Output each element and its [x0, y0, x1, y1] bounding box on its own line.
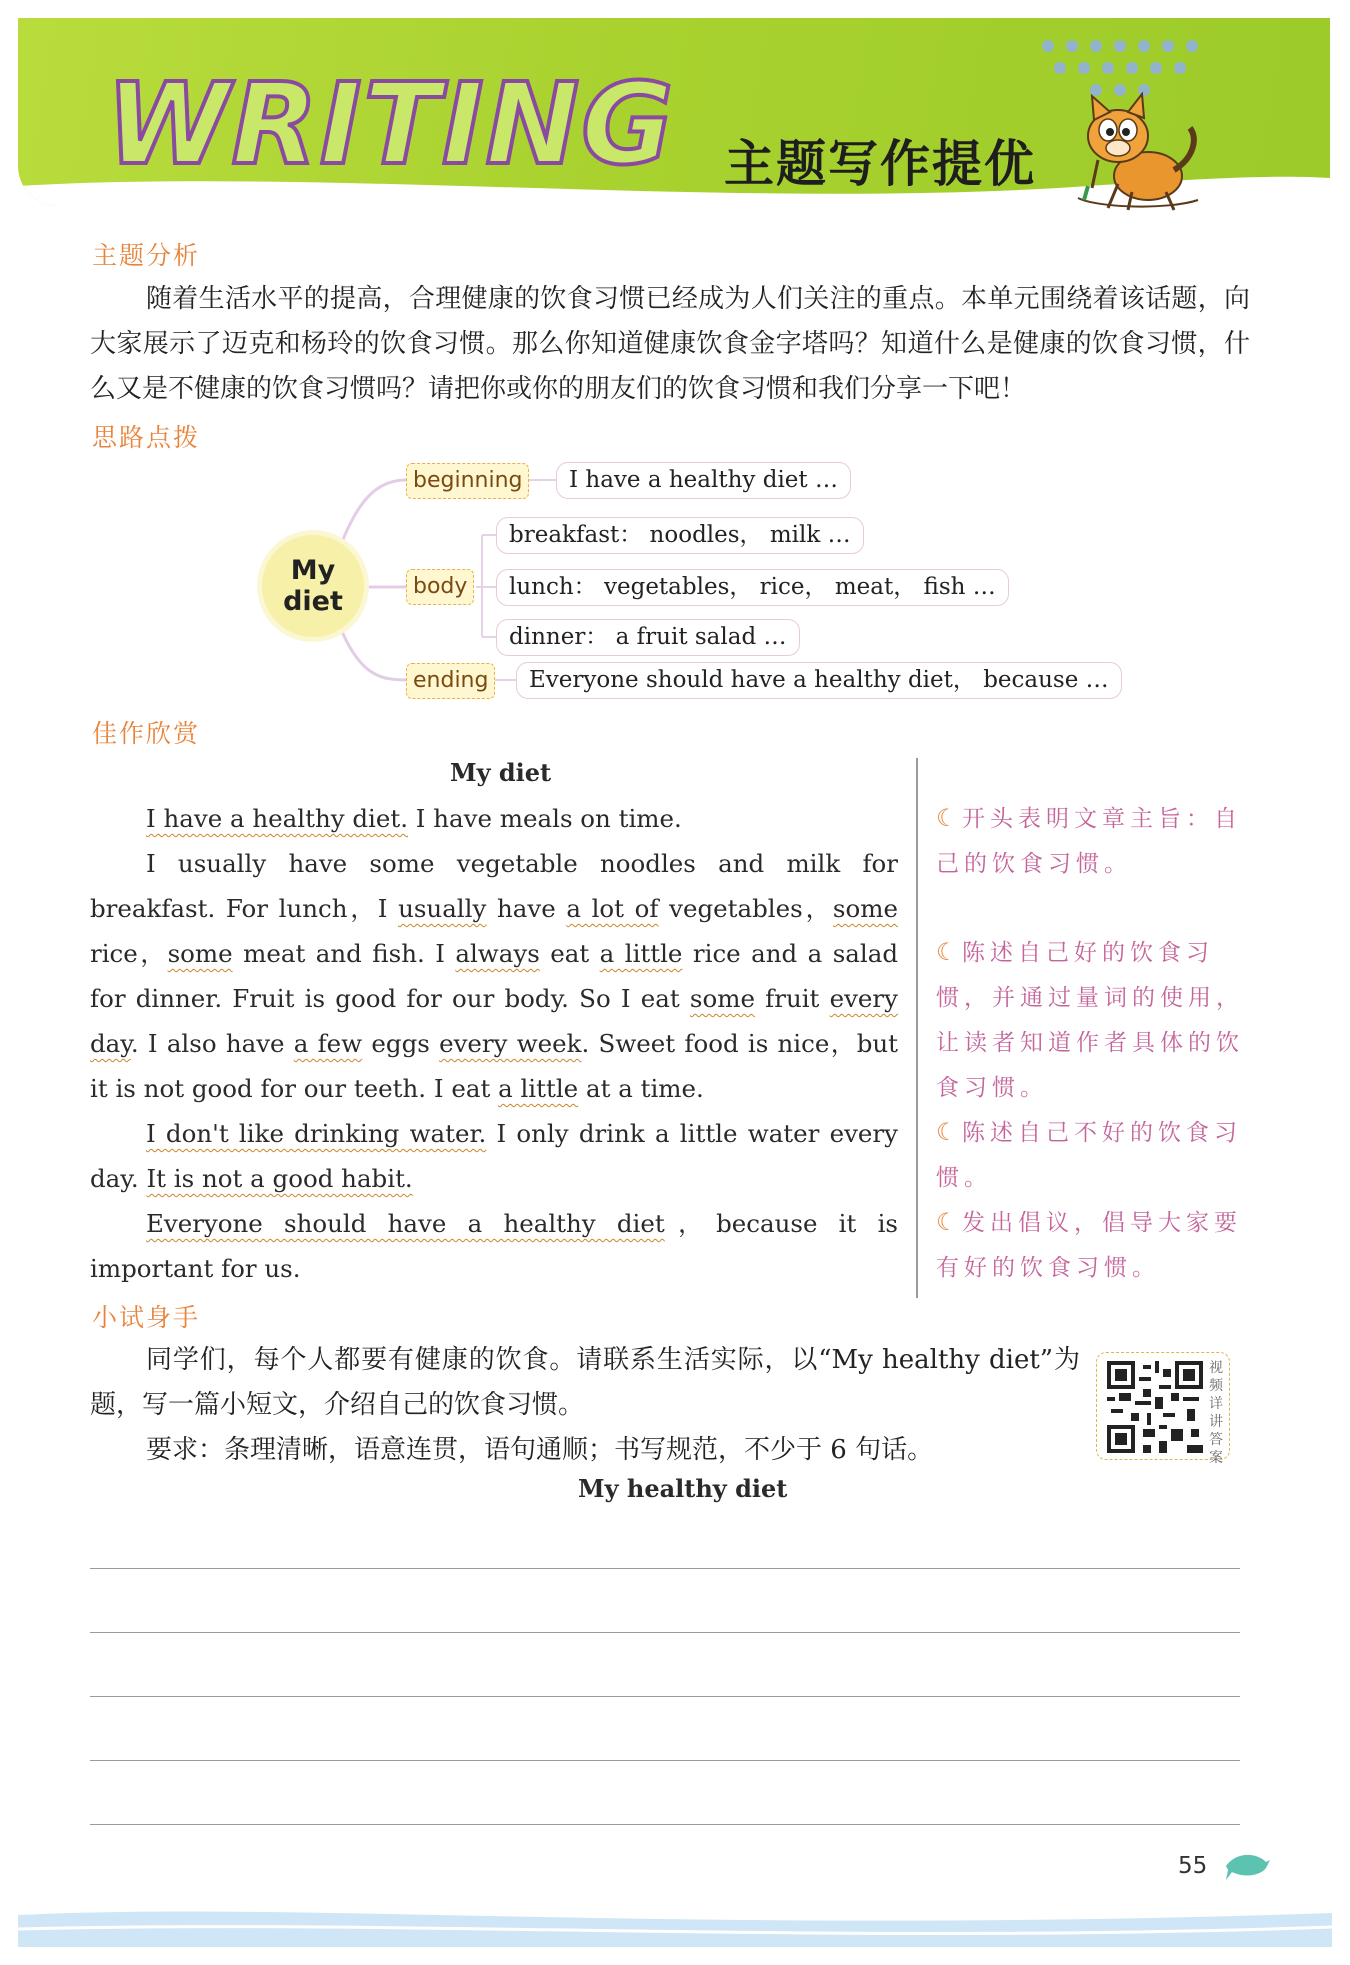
mind-map-center: My diet	[262, 535, 364, 637]
task-title: My healthy diet	[578, 1474, 788, 1503]
practice-requirement: 要求：条理清晰，语意连贯，语句通顺；书写规范，不少于 6 句话。	[146, 1435, 934, 1465]
writing-line-5[interactable]	[90, 1824, 1240, 1825]
body-item-breakfast: breakfast： noodles， milk …	[496, 517, 864, 554]
qr-label: 视频详讲答案	[1209, 1360, 1223, 1466]
practice-intro: 同学们，每个人都要有健康的饮食。请联系生活实际，以“My healthy diet”为题，写一篇小短文，介绍自己的饮食习惯。	[90, 1345, 1080, 1420]
practice-heading: 小试身手	[92, 1303, 201, 1332]
banner-title: 主题写作提优	[724, 135, 1036, 193]
node-beginning: beginning	[406, 463, 529, 499]
ending-text: Everyone should have a healthy diet， because …	[516, 662, 1122, 699]
writing-title-art: WRITING	[106, 60, 676, 190]
outline-mind-map	[250, 455, 1109, 705]
moon-bullet-icon: ☾	[936, 804, 958, 832]
node-ending: ending	[406, 663, 495, 699]
model-heading: 佳作欣赏	[92, 719, 201, 748]
note-4: ☾ 发出倡议，倡导大家要有好的饮食习惯。	[936, 1200, 1248, 1291]
dolphin-icon	[1222, 1846, 1272, 1886]
page-number: 55	[1178, 1853, 1208, 1879]
outline-heading: 思路点拨	[92, 423, 201, 452]
writing-line-4[interactable]	[90, 1760, 1240, 1761]
essay-paragraph-2: I usually have some vegetable noodles and milk for breakfast. For lunch，I usually have a lot of vegetables，some rice，some meat and fish. I always eat a little rice and a salad for dinner. Fruit is good for our body. So I eat some fruit every day. I also have a few eggs every week. Sweet food is nice，but it is not good for our teeth. I eat a little at a time.	[90, 849, 899, 1103]
writing-line-3[interactable]	[90, 1696, 1240, 1697]
model-essay	[90, 796, 898, 1291]
note-3: ☾ 陈述自己不好的饮食习惯。	[936, 1110, 1248, 1201]
node-body: body	[406, 569, 474, 605]
qr-code-icon	[1107, 1361, 1203, 1453]
qr-code-box[interactable]	[1096, 1352, 1230, 1466]
moon-bullet-icon: ☾	[936, 1118, 958, 1146]
body-item-dinner: dinner： a fruit salad …	[496, 619, 800, 656]
model-essay-title: My diet	[450, 758, 552, 787]
footer-wave-decoration	[0, 1895, 1350, 1965]
note-1: ☾ 开头表明文章主旨：自己的饮食习惯。	[936, 796, 1248, 887]
essay-notes-divider	[916, 758, 918, 1298]
cat-mascot-illustration	[1058, 88, 1208, 222]
analysis-text: 随着生活水平的提高，合理健康的饮食习惯已经成为人们关注的重点。本单元围绕着该话题，向大家展示了迈克和杨玲的饮食习惯。那么你知道健康饮食金字塔吗？知道什么是健康的饮食习惯，什么又是不健康的饮食习惯吗？请把你或你的朋友们的饮食习惯和我们分享一下吧！	[90, 284, 1250, 404]
essay-paragraph-1	[90, 796, 898, 841]
essay-p1-rest: I have meals on time.	[408, 804, 682, 833]
essay-paragraph-4: Everyone should have a healthy diet，because it is important for us.	[90, 1209, 898, 1283]
beginning-text: I have a healthy diet …	[556, 462, 851, 499]
essay-paragraph-3: I don't like drinking water. I only drink a little water every day. It is not a good habit.	[90, 1119, 898, 1193]
essay-p1-topic: I have a healthy diet.	[146, 804, 408, 833]
note-2: ☾ 陈述自己好的饮食习惯，并通过量词的使用，让读者知道作者具体的饮食习惯。	[936, 930, 1248, 1111]
writing-line-2[interactable]	[90, 1632, 1240, 1633]
body-item-lunch: lunch： vegetables， rice， meat， fish …	[496, 569, 1009, 606]
writing-line-1[interactable]	[90, 1568, 1240, 1569]
analysis-heading: 主题分析	[92, 241, 201, 270]
moon-bullet-icon: ☾	[936, 938, 958, 966]
moon-bullet-icon: ☾	[936, 1208, 958, 1236]
